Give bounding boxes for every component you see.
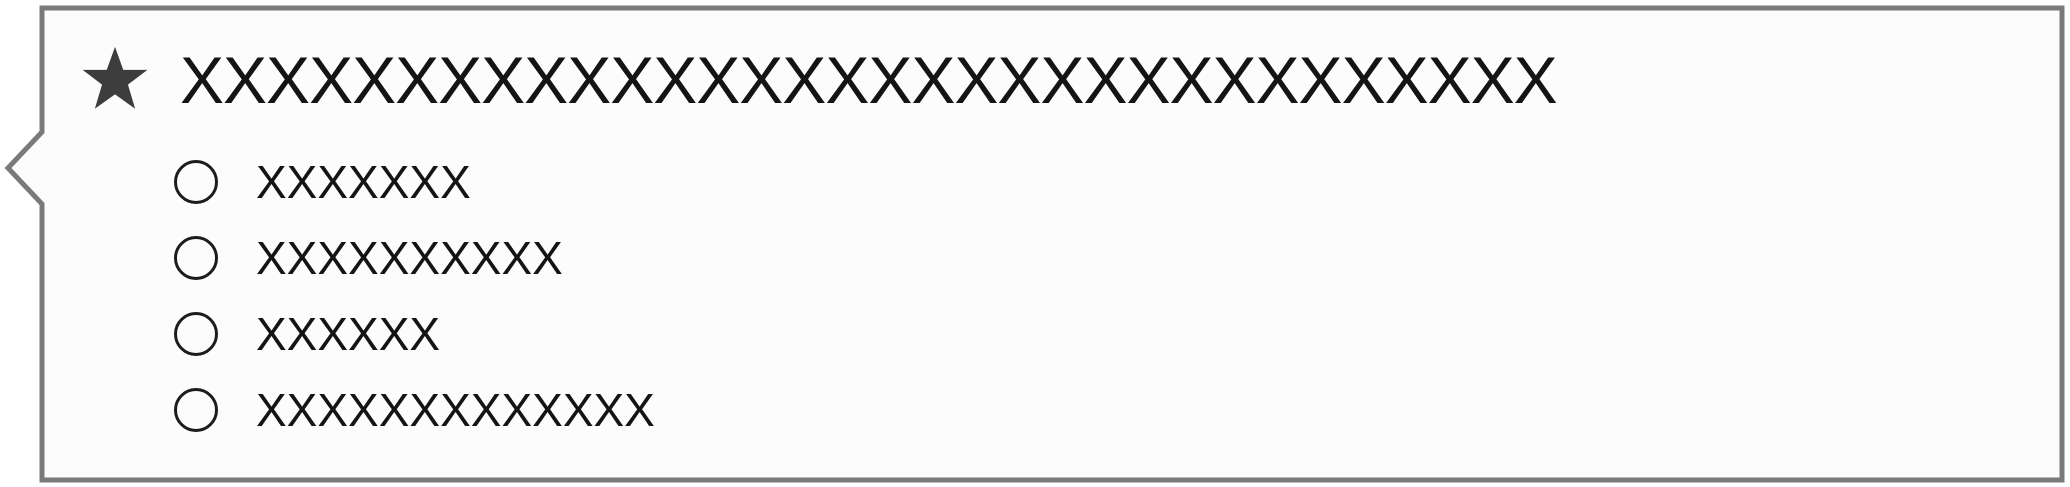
radio-option-label: XXXXXXXXXX — [256, 232, 563, 284]
radio-option[interactable] — [174, 220, 655, 296]
popover-header — [78, 40, 1557, 120]
radio-option[interactable] — [174, 144, 655, 220]
radio-option[interactable] — [174, 296, 655, 372]
radio-unchecked-icon[interactable] — [174, 236, 218, 280]
radio-option-label: XXXXXXX — [256, 156, 471, 208]
radio-unchecked-icon[interactable] — [174, 160, 218, 204]
radio-option[interactable] — [174, 372, 655, 448]
star-icon — [78, 44, 152, 116]
radio-option-label: XXXXXXXXXXXXX — [256, 384, 655, 436]
popover-title: XXXXXXXXXXXXXXXXXXXXXXXXXXXXXXXX — [180, 43, 1557, 117]
radio-unchecked-icon[interactable] — [174, 388, 218, 432]
radio-option-list — [174, 144, 655, 448]
radio-option-label: XXXXXX — [256, 308, 441, 360]
radio-unchecked-icon[interactable] — [174, 312, 218, 356]
